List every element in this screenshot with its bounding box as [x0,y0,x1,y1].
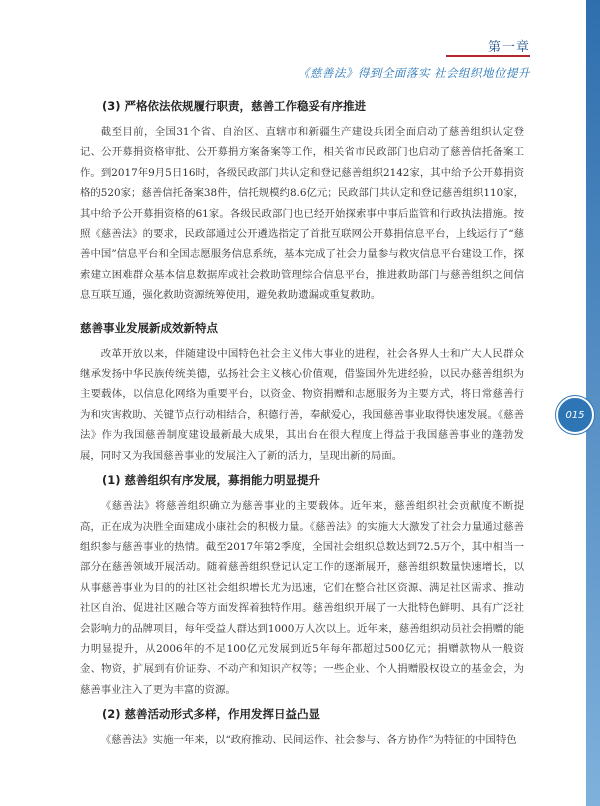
paragraph-1: 截至目前，全国31个省、自治区、直辖市和新疆生产建设兵团全面启动了慈善组织认定登记、公开募捐资格审批、公开募捐方案备案等工作，相关省市民政部门也启动了慈善信托备案工作。到2017年9月5日16时，各级民政部门共认定和登记慈善组织2142家，其中给予公开募捐资格的520家；慈善信托备案38件，信托规模约8.6亿元；民政部门共认定和登记慈善组织110家，其中给予公开募捐资格的61家。各级民政部门也已经开始探索事中事后监管和行政执法措施。按照《慈善法》的要求，民政部通过公开遴选指定了首批互联网公开募捐信息平台，上线运行了“慈善中国”信息平台和全国志愿服务信息系统，基本完成了社会力量参与救灾信息平台建设工作，探索建立困难群众基本信息数据库或社会救助管理综合信息平台，推进救助部门与慈善组织之间信息互联互通，强化救助资源统筹使用，避免救助遗漏或重复救助。 [80,126,524,302]
subheading-3: (3) 严格依法依规履行职责，慈善工作稳妥有序推进 [102,99,367,113]
subheading-2: (2) 慈善活动形式多样，作用发挥日益凸显 [102,707,321,722]
subheading-1: (1) 慈善组织有序发展，募捐能力明显提升 [102,473,321,488]
paragraph-3: 《慈善法》将慈善组织确立为慈善事业的主要载体。近年来，慈善组织社会贡献度不断提高，正在成为决胜全面建成小康社会的积极力量。《慈善法》的实施大大激发了社会力量通过慈善组织参与慈善事业的热情。截至2017年第2季度，全国社会组织总数达到72.5万个，其中相当一部分在慈善领域开展活动。随着慈善组织登记认定工作的逐渐展开，慈善组织数量快速增长，以从事慈善事业为目的的社区社会组织增长尤为迅速，它们在整合社区资源、满足社区需求、推动社区自治、促进社区融合等方面发挥着独特作用。慈善组织开展了一大批特色鲜明、具有广泛社会影响力的品牌项目，每年受益人群达到1000万人次以上。近年来，慈善组织动员社会捐赠的能力明显提升，从2006年的不足100亿元发展到近5年每年都超过500亿元；捐赠款物从一般资金、物资，扩展到有价证券、不动产和知识产权等；一些企业、个人捐赠股权设立的基金会，为慈善事业注入了更为丰富的资源。 [80,500,524,696]
paragraph-2: 改革开放以来，伴随建设中国特色社会主义伟大事业的进程，社会各界人士和广大人民群众继承发扬中华民族传统美德，弘扬社会主义核心价值观，借鉴国外先进经验，以民办慈善组织为主要载体，以信息化网络为重要平台，以资金、物资捐赠和志愿服务为主要方式，将日常慈善行为和灾害救助、关键节点行动相结合，积德行善，奉献爱心，我国慈善事业取得快速发展。《慈善法》作为我国慈善制度建设最新最大成果，其出台在很大程度上得益于我国慈善事业的蓬勃发展，同时又为我国慈善事业的发展注入了新的活力，呈现出新的局面。 [80,347,524,462]
running-header [298,36,530,81]
section-heading: 慈善事业发展新成效新特点 [80,320,218,335]
chapter-label: 第一章 [487,40,530,55]
header-subtitle: 《慈善法》得到全面落实 社会组织地位提升 [297,66,530,80]
paragraph-4: 《慈善法》实施一年来，以“政府推动、民间运作、社会参与、各方协作”为特征的中国特色 [100,734,517,747]
page-number-badge: 015 [556,396,594,434]
chapter-rule [446,55,530,57]
body-text [80,92,524,757]
